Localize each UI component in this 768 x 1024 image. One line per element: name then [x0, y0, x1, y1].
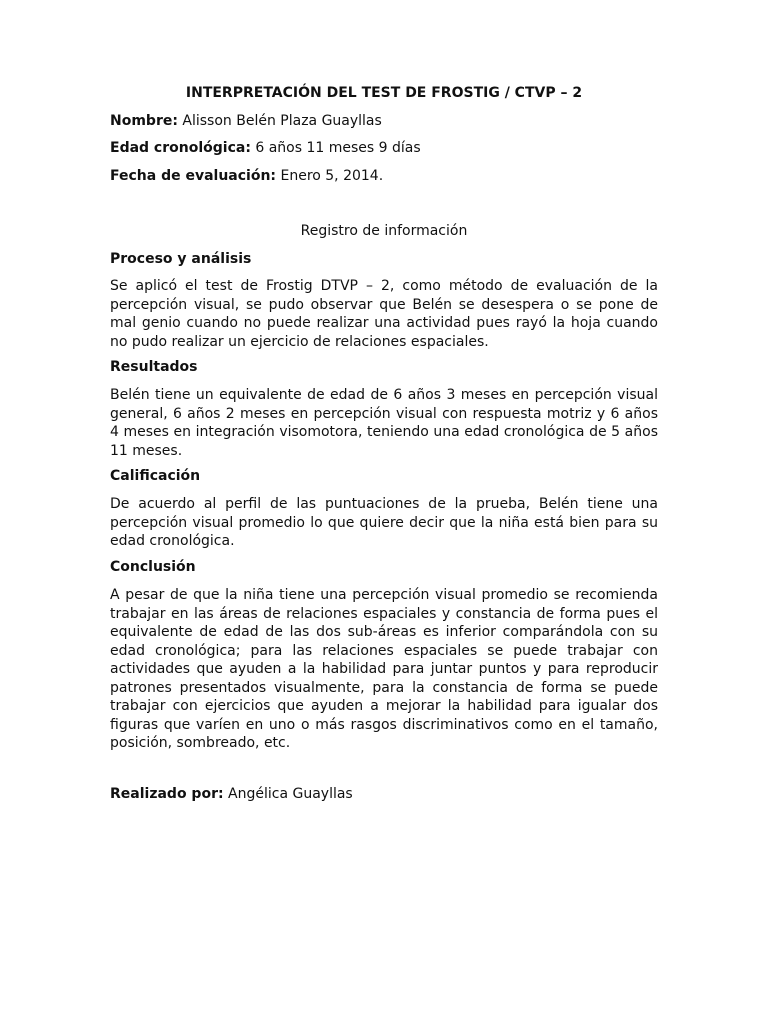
footer-author	[110, 785, 658, 804]
field-edad	[110, 139, 658, 158]
paragraph-resultados: Belén tiene un equivalente de edad de 6 años 3 meses en percepción visual general, 6 años 2 meses en percepción visual con respuesta motriz y 6 años 4 meses en integración visomotora, teniendo una edad cronológica de 5 años 11 meses.	[110, 387, 658, 459]
section-title: Registro de información	[300, 223, 468, 239]
footer-author-label: Realizado por:	[110, 786, 224, 802]
heading-proceso: Proceso y análisis	[110, 251, 252, 267]
field-fecha-value: Enero 5, 2014.	[276, 168, 384, 184]
paragraph-proceso: Se aplicó el test de Frostig DTVP – 2, como método de evaluación de la percepción visual, se pudo observar que Belén se desespera o se pone de mal genio cuando no puede realizar una actividad pues rayó la hoja cuando no pudo realizar un ejercicio de relaciones espaciales.	[110, 278, 658, 350]
paragraph-conclusion: A pesar de que la niña tiene una percepción visual promedio se recomienda trabajar en las áreas de relaciones espaciales y constancia de forma pues el equivalente de edad de las dos sub-áreas es inferior comparándola con su edad cronológica; para las relaciones espaciales se puede trabajar con actividades que ayuden a la habilidad para juntar puntos y para reproducir patrones presentados visualmente, para la constancia de forma se puede trabajar con ejercicios que ayuden a mejorar la habilidad para igualar dos figuras que varíen en uno o más rasgos discriminativos como en el tamaño, posición, sombreado, etc.	[110, 587, 658, 751]
field-fecha	[110, 167, 658, 186]
field-fecha-label: Fecha de evaluación:	[110, 168, 277, 184]
heading-conclusion: Conclusión	[110, 559, 196, 575]
field-nombre-label: Nombre:	[110, 113, 178, 129]
heading-calificacion: Calificación	[110, 468, 201, 484]
footer-author-value: Angélica Guayllas	[223, 786, 353, 802]
paragraph-calificacion: De acuerdo al perfil de las puntuaciones de la prueba, Belén tiene una percepción visual promedio lo que quiere decir que la niña está bien para su edad cronológica.	[110, 496, 658, 549]
field-edad-value: 6 años 11 meses 9 días	[250, 140, 421, 156]
field-edad-label: Edad cronológica:	[110, 140, 251, 156]
heading-resultados: Resultados	[110, 359, 198, 375]
field-nombre	[110, 112, 658, 131]
field-nombre-value: Alisson Belén Plaza Guayllas	[177, 113, 382, 129]
document-title: INTERPRETACIÓN DEL TEST DE FROSTIG / CTVP – 2	[185, 85, 583, 101]
